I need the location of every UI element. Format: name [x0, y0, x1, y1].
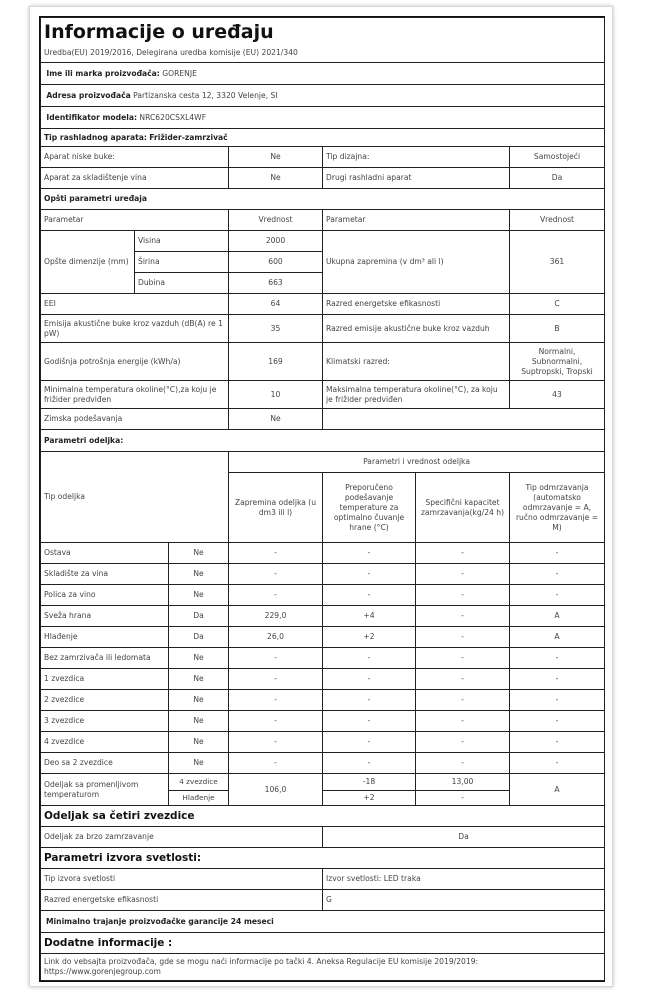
compartment-name: Hlađenje	[41, 627, 169, 648]
light-type-label: Tip izvora svetlosti	[41, 869, 323, 890]
manufacturer-address-row	[41, 85, 605, 107]
annual-energy-value: 169	[229, 343, 323, 381]
appliance-type-row	[41, 129, 605, 147]
compartment-capacity: -	[416, 711, 510, 732]
light-type-value: Izvor svetlosti: LED traka	[323, 869, 605, 890]
compartment-name: Polica za vino	[41, 585, 169, 606]
compartment-volume: -	[229, 753, 323, 774]
noise-class-value: B	[510, 315, 605, 343]
noise-emission-value: 35	[229, 315, 323, 343]
compartment-volume: -	[229, 564, 323, 585]
four-star-heading: Odeljak sa četiri zvezdice	[41, 806, 605, 827]
compartment-name: Sveža hrana	[41, 606, 169, 627]
regulation-text: Uredba(EU) 2019/2016, Delegirana uredba komisije (EU) 2021/340	[41, 44, 605, 63]
depth-label: Dubina	[135, 273, 229, 294]
compartment-present: Ne	[169, 564, 229, 585]
info-table	[40, 17, 605, 981]
compartment-volume: -	[229, 543, 323, 564]
variable-mode-2: Hlađenje	[169, 791, 229, 806]
energy-class-label: Razred energetske efikasnosti	[323, 294, 510, 315]
manufacturer-website-link[interactable]: https://www.gorenjegroup.com	[44, 967, 161, 976]
low-noise-label: Aparat niske buke:	[41, 147, 229, 168]
page-title: Informacije o uređaju	[41, 18, 605, 45]
warranty-text: Minimalno trajanje proizvođačke garancije 24 meseci	[41, 911, 605, 933]
compartment-present: Ne	[169, 690, 229, 711]
compartment-row	[41, 711, 605, 732]
col-header-capacity: Specifični kapacitet zamrzavanja(kg/24 h)	[416, 473, 510, 543]
wine-storage-label: Aparat za skladištenje vina	[41, 168, 229, 189]
compartment-temp: -	[323, 648, 416, 669]
compartment-defrost: -	[510, 543, 605, 564]
total-volume-value: 361	[510, 231, 605, 294]
col-header-param: Parametar	[41, 210, 229, 231]
compartment-row	[41, 690, 605, 711]
variable-capacity-1: 13,00	[416, 774, 510, 791]
compartment-present: Da	[169, 627, 229, 648]
dimensions-label: Opšte dimenzije (mm)	[41, 231, 135, 294]
min-temp-label: Minimalna temperatura okoline(°C),za koju je frižider predviđen	[41, 381, 229, 409]
variable-temp-1: -18	[323, 774, 416, 791]
compartment-volume: -	[229, 732, 323, 753]
col-header-compartment-type: Tip odeljka	[41, 452, 229, 543]
compartment-capacity: -	[416, 690, 510, 711]
design-type-value: Samostojeći	[510, 147, 605, 168]
empty-cell	[323, 409, 605, 430]
compartment-temp: +2	[323, 627, 416, 648]
compartment-row	[41, 732, 605, 753]
compartment-present: Ne	[169, 711, 229, 732]
compartment-present: Ne	[169, 585, 229, 606]
compartment-temp: -	[323, 690, 416, 711]
compartment-name: 4 zvezdice	[41, 732, 169, 753]
manufacturer-website-text: Link do vebsajta proizvođača, gde se mogu naći informacije po tački 4. Aneksa Regulacije EU komisije 2019/2019:	[44, 957, 479, 966]
other-appliance-value: Da	[510, 168, 605, 189]
climate-class-label: Klimatski razred:	[323, 343, 510, 381]
general-params-heading: Opšti parametri uređaja	[41, 189, 605, 210]
compartment-row	[41, 564, 605, 585]
compartment-volume: 26,0	[229, 627, 323, 648]
compartment-temp: -	[323, 585, 416, 606]
compartment-name: Skladište za vina	[41, 564, 169, 585]
variable-compartment-label: Odeljak sa promenljivom temperaturom	[41, 774, 169, 806]
compartment-present: Ne	[169, 732, 229, 753]
compartment-row	[41, 669, 605, 690]
compartment-temp: -	[323, 711, 416, 732]
compartment-name: Deo sa 2 zvezdice	[41, 753, 169, 774]
wine-storage-value: Ne	[229, 168, 323, 189]
compartment-row	[41, 648, 605, 669]
width-value: 600	[229, 252, 323, 273]
col-header-temp: Preporučeno podešavanje temperature za optimalno čuvanje hrane (°C)	[323, 473, 416, 543]
compartment-temp: -	[323, 543, 416, 564]
appliance-type-value: Frižider-zamrzivač	[149, 132, 228, 142]
compartment-defrost: A	[510, 627, 605, 648]
compartment-name: Bez zamrzivača ili ledomata	[41, 648, 169, 669]
compartment-defrost: -	[510, 585, 605, 606]
other-appliance-label: Drugi rashladni aparat	[323, 168, 510, 189]
col-header-value-2: Vrednost	[510, 210, 605, 231]
compartment-name: 1 zvezdica	[41, 669, 169, 690]
compartment-present: Ne	[169, 648, 229, 669]
compartment-temp: -	[323, 732, 416, 753]
compartment-row	[41, 606, 605, 627]
variable-defrost: A	[510, 774, 605, 806]
compartment-present: Da	[169, 606, 229, 627]
compartment-volume: -	[229, 648, 323, 669]
variable-volume: 106,0	[229, 774, 323, 806]
compartment-defrost: -	[510, 690, 605, 711]
min-temp-value: 10	[229, 381, 323, 409]
additional-info-heading: Dodatne informacije :	[41, 933, 605, 954]
winter-setting-label: Zimska podešavanja	[41, 409, 229, 430]
compartment-capacity: -	[416, 669, 510, 690]
model-identifier-value: NRC620CSXL4WF	[139, 112, 207, 122]
width-label: Širina	[135, 252, 229, 273]
compartment-row	[41, 753, 605, 774]
compartment-capacity: -	[416, 753, 510, 774]
appliance-type-label: Tip rashladnog aparata:	[44, 132, 147, 142]
light-source-heading: Parametri izvora svetlosti:	[41, 848, 605, 869]
compartment-defrost: A	[510, 606, 605, 627]
manufacturer-name-label: Ime ili marka proizvođača:	[46, 68, 160, 78]
winter-setting-value: Ne	[229, 409, 323, 430]
compartment-name: 3 zvezdice	[41, 711, 169, 732]
col-header-volume: Zapremina odeljka (u dm3 ili l)	[229, 473, 323, 543]
compartment-capacity: -	[416, 543, 510, 564]
col-header-value: Vrednost	[229, 210, 323, 231]
compartment-capacity: -	[416, 564, 510, 585]
compartment-capacity: -	[416, 585, 510, 606]
compartment-defrost: -	[510, 753, 605, 774]
additional-info-cell	[41, 954, 605, 981]
noise-emission-label: Emisija akustične buke kroz vazduh (dB(A) re 1 pW)	[41, 315, 229, 343]
noise-class-label: Razred emisije akustične buke kroz vazduh	[323, 315, 510, 343]
col-header-param-2: Parametar	[323, 210, 510, 231]
col-header-defrost: Tip odmrzavanja (automatsko odmrzavanje = A, ručno odmrzavanje = M)	[510, 473, 605, 543]
variable-capacity-2: -	[416, 791, 510, 806]
manufacturer-name-row	[41, 63, 605, 85]
max-temp-label: Maksimalna temperatura okoline(°C), za koju je frižider predviđen	[323, 381, 510, 409]
compartment-capacity: -	[416, 648, 510, 669]
variable-temp-2: +2	[323, 791, 416, 806]
compartment-volume: -	[229, 711, 323, 732]
annual-energy-label: Godišnja potrošnja energije (kWh/a)	[41, 343, 229, 381]
max-temp-value: 43	[510, 381, 605, 409]
light-class-label: Razred energetske efikasnosti	[41, 890, 323, 911]
compartment-temp: -	[323, 753, 416, 774]
compartment-rows	[41, 543, 605, 774]
compartment-present: Ne	[169, 753, 229, 774]
compartment-defrost: -	[510, 732, 605, 753]
document-card	[29, 6, 613, 987]
climate-class-value: Normalni, Subnormalni, Suptropski, Tropski	[510, 343, 605, 381]
depth-value: 663	[229, 273, 323, 294]
low-noise-value: Ne	[229, 147, 323, 168]
light-class-value: G	[323, 890, 605, 911]
col-group-header: Parametri i vrednost odeljka	[229, 452, 605, 473]
manufacturer-name-value: GORENJE	[162, 68, 197, 78]
compartment-present: Ne	[169, 543, 229, 564]
manufacturer-address-label: Adresa proizvođača	[46, 90, 131, 100]
compartment-present: Ne	[169, 669, 229, 690]
compartment-defrost: -	[510, 669, 605, 690]
height-value: 2000	[229, 231, 323, 252]
compartment-name: Ostava	[41, 543, 169, 564]
variable-mode-1: 4 zvezdice	[169, 774, 229, 791]
compartment-capacity: -	[416, 606, 510, 627]
compartment-name: 2 zvezdice	[41, 690, 169, 711]
compartment-temp: -	[323, 669, 416, 690]
compartment-params-heading: Parametri odeljka:	[41, 430, 605, 452]
compartment-volume: 229,0	[229, 606, 323, 627]
compartment-volume: -	[229, 585, 323, 606]
compartment-row	[41, 585, 605, 606]
compartment-capacity: -	[416, 627, 510, 648]
model-identifier-row	[41, 107, 605, 129]
compartment-row	[41, 627, 605, 648]
compartment-defrost: -	[510, 711, 605, 732]
height-label: Visina	[135, 231, 229, 252]
product-info-sheet	[39, 16, 605, 982]
manufacturer-address-value: Partizanska cesta 12, 3320 Velenje, SI	[133, 90, 278, 100]
eei-value: 64	[229, 294, 323, 315]
eei-label: EEI	[41, 294, 229, 315]
compartment-row	[41, 543, 605, 564]
total-volume-label: Ukupna zapremina (v dm³ ali l)	[323, 231, 510, 294]
fast-freeze-value: Da	[323, 827, 605, 848]
design-type-label: Tip dizajna:	[323, 147, 510, 168]
model-identifier-label: Identifikator modela:	[46, 112, 137, 122]
energy-class-value: C	[510, 294, 605, 315]
compartment-capacity: -	[416, 732, 510, 753]
compartment-volume: -	[229, 669, 323, 690]
compartment-defrost: -	[510, 564, 605, 585]
compartment-defrost: -	[510, 648, 605, 669]
fast-freeze-label: Odeljak za brzo zamrzavanje	[41, 827, 323, 848]
compartment-volume: -	[229, 690, 323, 711]
compartment-temp: +4	[323, 606, 416, 627]
compartment-temp: -	[323, 564, 416, 585]
